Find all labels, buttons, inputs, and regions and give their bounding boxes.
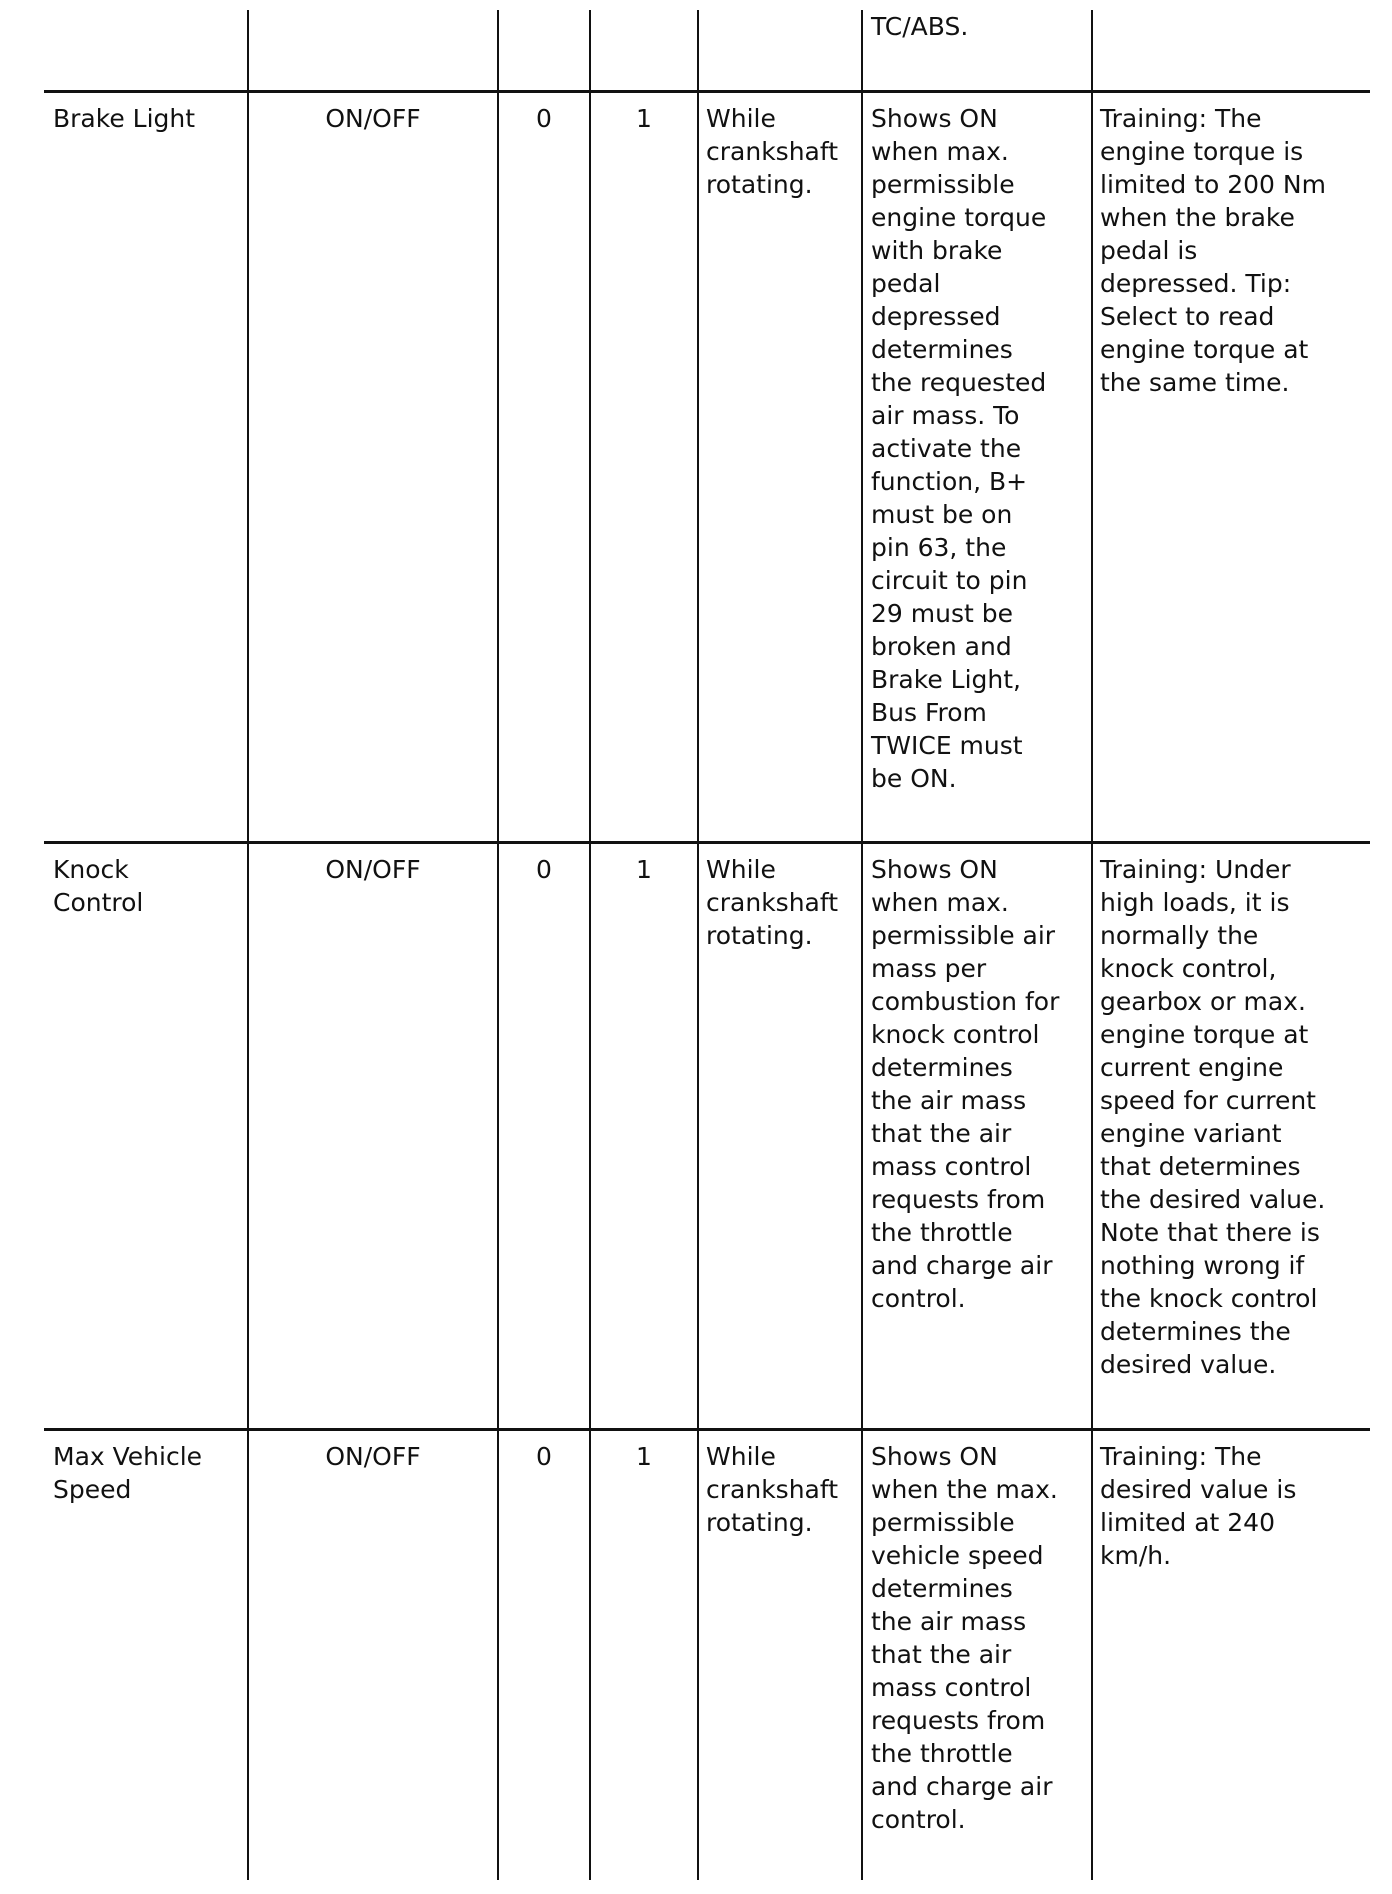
condition-cell: While crankshaft rotating. <box>706 104 839 199</box>
row-divider <box>44 1428 1370 1431</box>
min-cell: 0 <box>536 855 552 884</box>
column-divider <box>497 10 499 1880</box>
notes-cell: Training: The desired value is limited at 240 km/h. <box>1100 1442 1297 1570</box>
min-cell: 0 <box>536 1442 552 1471</box>
row-divider <box>44 90 1370 93</box>
description-cell: Shows ON when the max. permissible vehicle speed determines the air mass that the air mass control requests from the throttle and charge air control. <box>871 1442 1058 1834</box>
type-cell: ON/OFF <box>325 104 421 133</box>
column-divider <box>589 10 591 1880</box>
max-cell: 1 <box>636 855 652 884</box>
name-cell: Brake Light <box>53 104 196 133</box>
description-cell: Shows ON when max. permissible engine torque with brake pedal depressed determines the requested air mass. To activate the function, B+ must be on pin 63, the circuit to pin 29 must be broken and Brake Light, Bus From TWICE must be ON. <box>871 104 1047 793</box>
min-cell: 0 <box>536 104 552 133</box>
condition-cell: While crankshaft rotating. <box>706 855 839 950</box>
type-cell: ON/OFF <box>325 1442 421 1471</box>
name-cell: Knock Control <box>53 855 144 917</box>
max-cell: 1 <box>636 1442 652 1471</box>
column-divider <box>1091 10 1093 1880</box>
max-cell: 1 <box>636 104 652 133</box>
description-cell: Shows ON when max. permissible air mass per combustion for knock control determines the air mass that the air mass control requests from the throttle and charge air control. <box>871 855 1060 1313</box>
notes-cell: Training: Under high loads, it is normally the knock control, gearbox or max. engine torque at current engine speed for current engine variant that determines the desired value. Note that there is nothing wrong if the knock control determines the desired value. <box>1100 855 1326 1379</box>
condition-cell: While crankshaft rotating. <box>706 1442 839 1537</box>
column-divider <box>247 10 249 1880</box>
notes-cell: Training: The engine torque is limited to 200 Nm when the brake pedal is depressed. Tip: Select to read engine torque at the same time. <box>1100 104 1326 397</box>
description-cell: TC/ABS. <box>871 12 969 41</box>
row-divider <box>44 841 1370 844</box>
column-divider <box>697 10 699 1880</box>
column-divider <box>861 10 863 1880</box>
name-cell: Max Vehicle Speed <box>53 1442 203 1504</box>
type-cell: ON/OFF <box>325 855 421 884</box>
